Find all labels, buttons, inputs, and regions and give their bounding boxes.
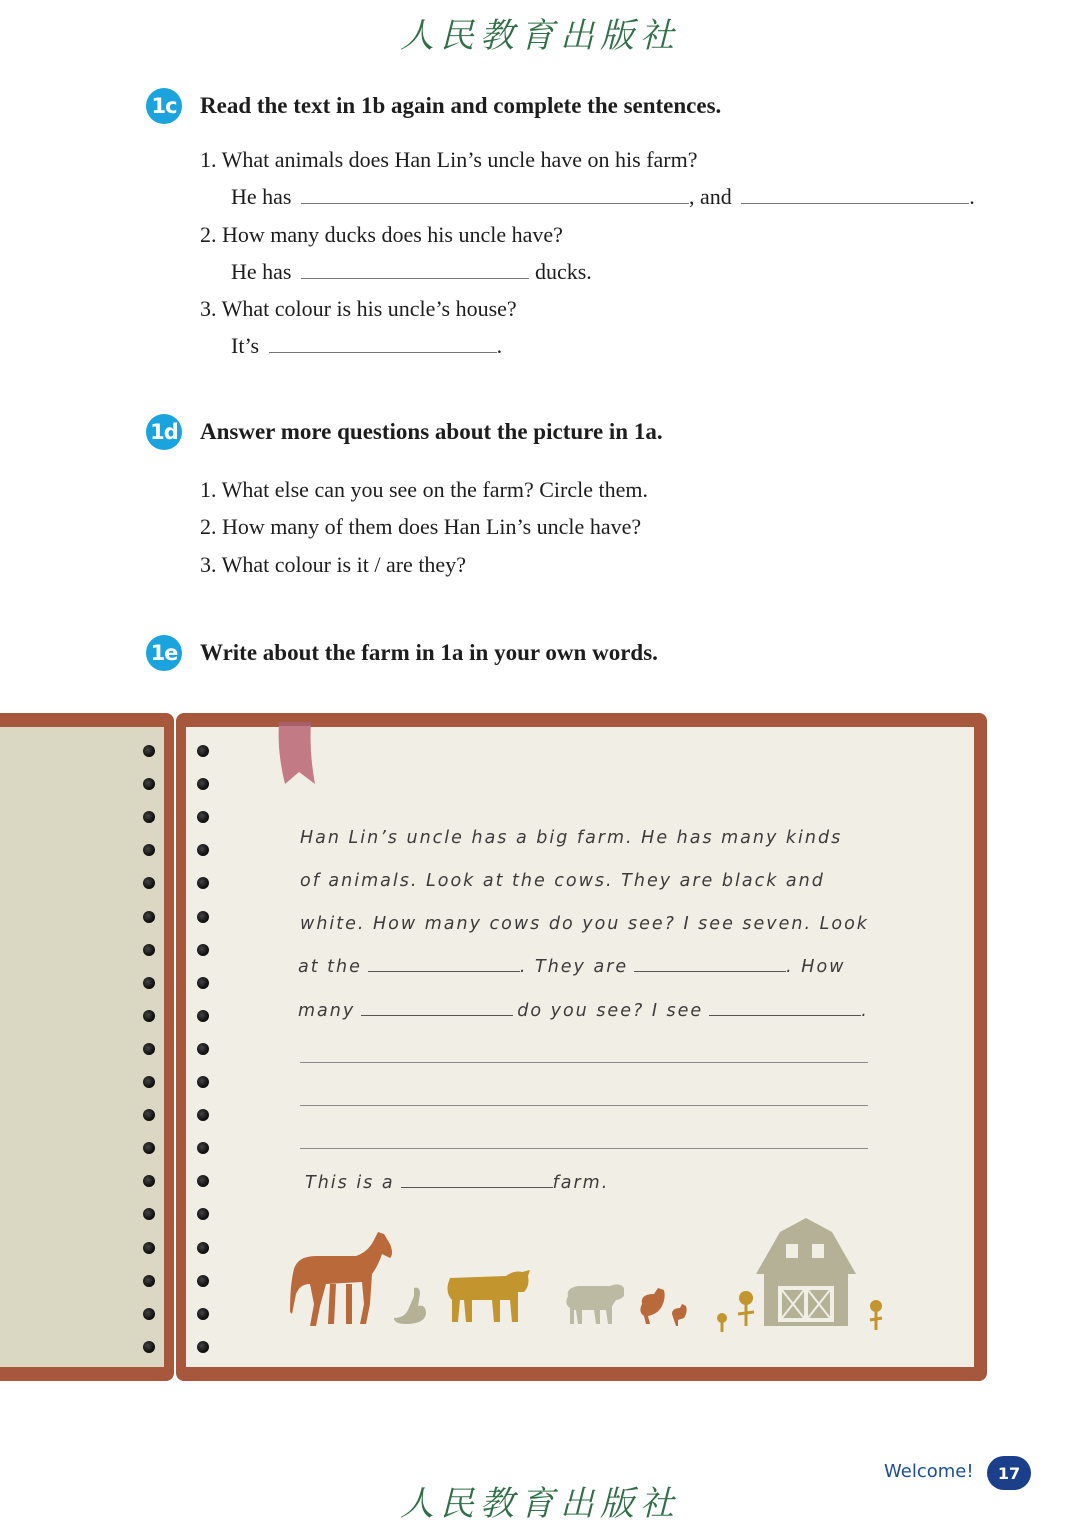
notebook-text: . How <box>786 957 846 977</box>
answer-prefix: He has <box>231 259 292 284</box>
bookmark-ribbon-icon <box>277 722 317 788</box>
sheep-icon <box>566 1284 624 1324</box>
notebook-text: at the <box>298 957 362 977</box>
binding-hole <box>143 977 155 989</box>
notebook-line-2: of animals. Look at the cows. They are black and <box>300 871 825 891</box>
binding-hole <box>197 1109 209 1121</box>
notebook-text: . They are <box>519 957 629 977</box>
binding-hole <box>143 778 155 790</box>
binding-hole <box>197 944 209 956</box>
barn-icon <box>756 1218 856 1326</box>
writing-rule[interactable] <box>300 1148 868 1149</box>
notebook-text: do you see? I see <box>517 1001 704 1021</box>
section-title: Write about the farm in 1a in your own words. <box>200 640 658 665</box>
fill-blank[interactable] <box>301 262 529 279</box>
binding-hole <box>197 1275 209 1287</box>
section-1c-header <box>146 88 721 124</box>
section-1e-header <box>146 635 658 671</box>
fill-blank[interactable] <box>634 957 786 972</box>
section-1d-header <box>146 414 663 450</box>
notebook-closing-line <box>305 1173 609 1193</box>
binding-hole <box>143 1076 155 1088</box>
answer-line-2 <box>231 259 592 285</box>
binding-hole <box>197 1010 209 1022</box>
hen-icon <box>640 1288 686 1326</box>
notebook-line-3: white. How many cows do you see? I see seven. Look <box>300 914 869 934</box>
notebook-text: farm. <box>552 1173 610 1193</box>
binding-hole <box>197 1341 209 1353</box>
binding-hole <box>143 1043 155 1055</box>
binding-hole <box>197 778 209 790</box>
publisher-watermark-bottom: 人民教育出版社 <box>400 1484 680 1524</box>
binding-hole <box>143 1341 155 1353</box>
binding-hole <box>197 977 209 989</box>
writing-rule[interactable] <box>300 1105 868 1106</box>
binding-hole <box>197 745 209 757</box>
question-2: 2. How many ducks does his uncle have? <box>200 222 563 247</box>
answer-prefix: He has <box>231 184 292 209</box>
notebook-text: many <box>298 1001 356 1021</box>
fill-blank[interactable] <box>269 336 497 353</box>
fill-blank[interactable] <box>368 957 520 972</box>
answer-line-1 <box>231 184 975 210</box>
section-badge: 1d <box>146 414 182 450</box>
section-badge: 1e <box>146 635 182 671</box>
question-1: 1. What animals does Han Lin’s uncle have on his farm? <box>200 147 698 172</box>
binding-hole <box>143 911 155 923</box>
section-badge: 1c <box>146 88 182 124</box>
binding-hole <box>143 1242 155 1254</box>
fill-blank[interactable] <box>401 1173 553 1188</box>
writing-rule[interactable] <box>300 1062 868 1063</box>
notebook-text: This is a <box>305 1173 395 1193</box>
section-title: Answer more questions about the picture in 1a. <box>200 419 663 444</box>
section-title: Read the text in 1b again and complete the sentences. <box>200 93 722 118</box>
answer-end: . <box>969 184 975 209</box>
fill-blank[interactable] <box>741 187 969 204</box>
binding-hole <box>143 1275 155 1287</box>
answer-prefix: It’s <box>231 333 260 358</box>
notebook-line-5 <box>298 1001 869 1021</box>
binding-hole <box>197 1076 209 1088</box>
binding-hole <box>143 944 155 956</box>
binding-hole <box>143 745 155 757</box>
binding-hole <box>143 1109 155 1121</box>
binding-hole <box>143 1308 155 1320</box>
horse-icon <box>290 1232 392 1326</box>
binding-hole <box>197 1043 209 1055</box>
binding-hole <box>143 1010 155 1022</box>
answer-line-3 <box>231 333 502 359</box>
binding-hole <box>197 1308 209 1320</box>
notebook-text: . <box>861 1001 869 1021</box>
fill-blank[interactable] <box>709 1001 861 1016</box>
notebook-left-page <box>0 727 164 1367</box>
goose-icon <box>394 1288 426 1324</box>
cow-icon <box>448 1270 531 1322</box>
fill-blank[interactable] <box>361 1001 513 1016</box>
footer-unit-label: Welcome! <box>884 1461 974 1482</box>
question-1: 1. What else can you see on the farm? Circle them. <box>200 477 648 502</box>
farm-silhouettes <box>286 1214 896 1334</box>
fill-blank[interactable] <box>301 187 689 204</box>
question-3: 3. What colour is it / are they? <box>200 552 466 577</box>
answer-mid: , and <box>688 184 732 209</box>
binding-hole <box>197 911 209 923</box>
binding-hole <box>197 1242 209 1254</box>
answer-end: ducks. <box>534 259 592 284</box>
notebook-line-4 <box>298 957 845 977</box>
question-2: 2. How many of them does Han Lin’s uncle have? <box>200 514 642 539</box>
page-number-badge: 17 <box>987 1456 1031 1490</box>
notebook-line-1: Han Lin’s uncle has a big farm. He has many kinds <box>300 828 843 848</box>
question-3: 3. What colour is his uncle’s house? <box>200 296 517 321</box>
answer-end: . <box>496 333 503 358</box>
publisher-watermark-top: 人民教育出版社 <box>400 16 680 56</box>
